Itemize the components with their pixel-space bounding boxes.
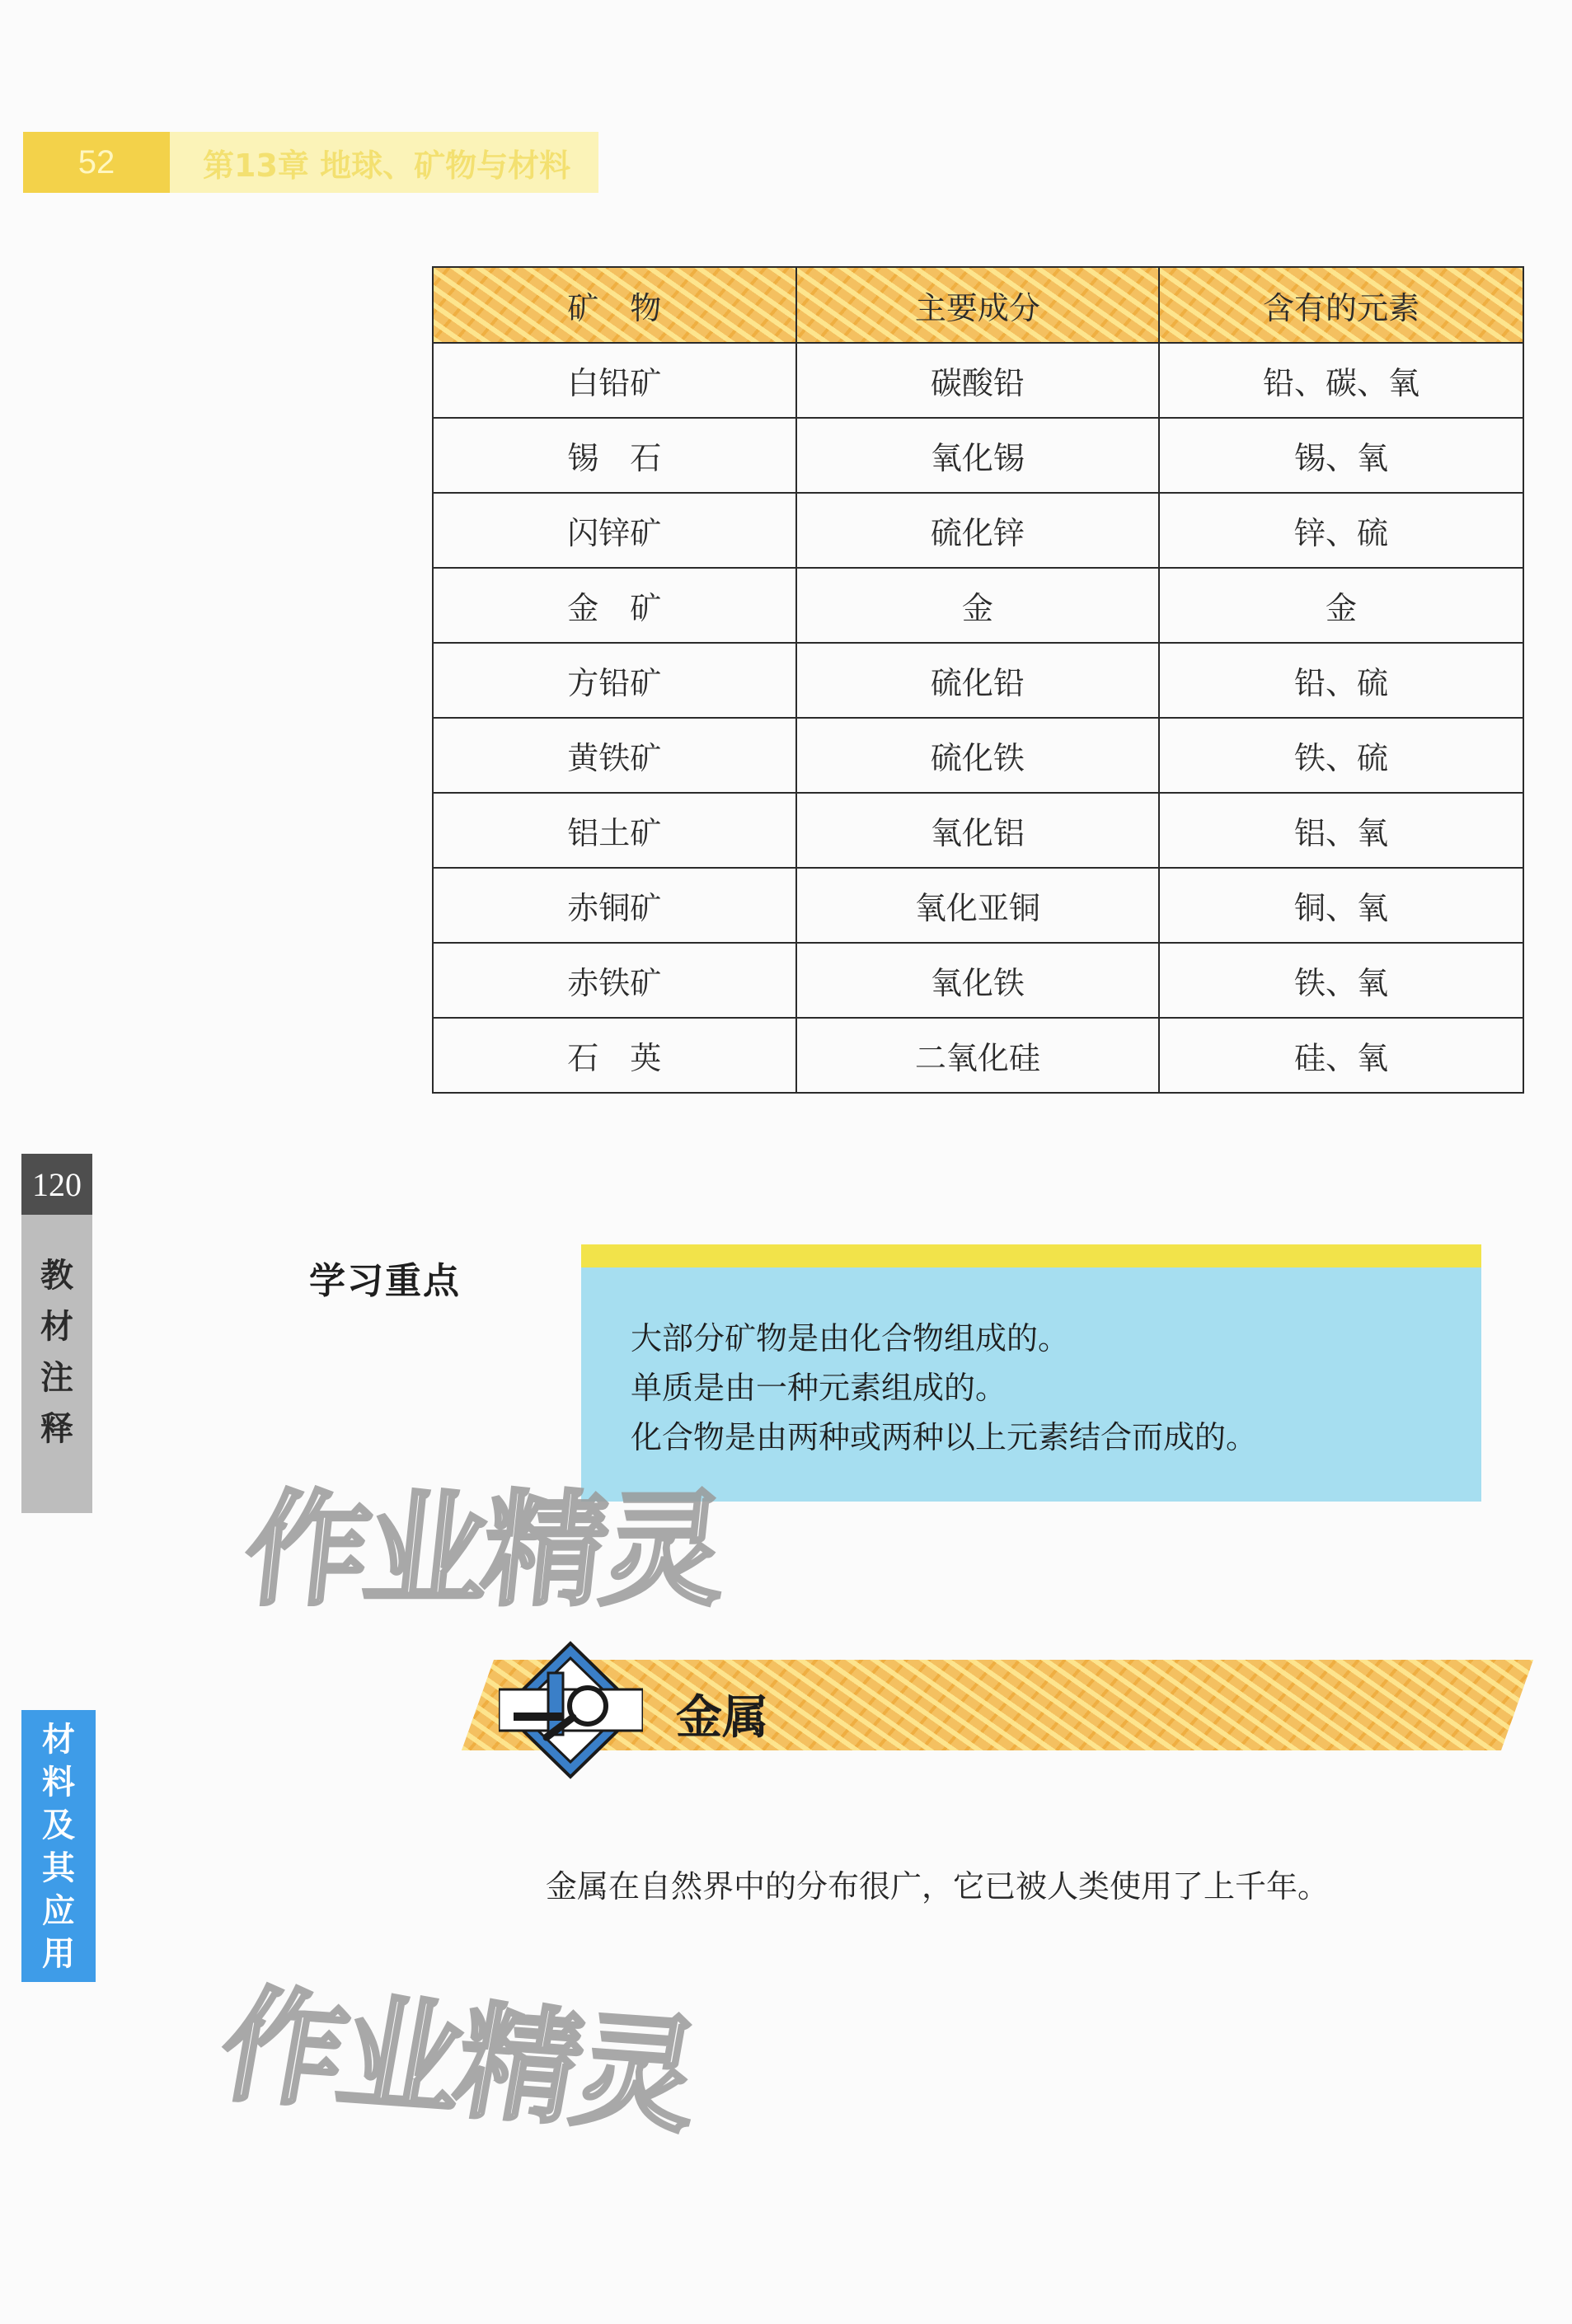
cell-component: 氧化铝 [796,793,1160,868]
side-tab-char: 注 [40,1359,73,1397]
cell-component: 硫化锌 [796,493,1160,568]
side-tab-char: 释 [40,1410,73,1448]
cell-elements: 锌、硫 [1159,493,1523,568]
cell-component: 硫化铁 [796,718,1160,793]
cell-mineral: 赤铜矿 [433,868,796,943]
side-tab-char: 应 [42,1892,75,1930]
cell-elements: 铝、氧 [1159,793,1523,868]
side-tab-notes [21,1215,92,1513]
key-points-title: 学习重点 [309,1260,461,1302]
table-row [433,343,1523,418]
cell-elements: 硅、氧 [1159,1018,1523,1093]
cell-component: 硫化铅 [796,643,1160,718]
table-row [433,1018,1523,1093]
col-header-elements: 含有的元素 [1159,267,1523,343]
col-header-main-component: 主要成分 [796,267,1160,343]
magnifier-icon [499,1640,643,1780]
watermark: 作业精灵 [238,1479,729,1623]
side-tab-char: 教 [40,1257,73,1295]
cell-elements: 铁、氧 [1159,943,1523,1018]
key-point-line: 化合物是由两种或两种以上元素结合而成的。 [631,1419,1258,1455]
table-header-row [433,267,1523,343]
side-tab-char: 用 [42,1935,75,1973]
table-row [433,868,1523,943]
cell-mineral: 白铅矿 [433,343,796,418]
header-chapter-title: 第13章 地球、矿物与材料 [170,132,598,193]
cell-component: 氧化锡 [796,418,1160,493]
cell-component: 二氧化硅 [796,1018,1160,1093]
watermark: 作业精灵 [210,1974,706,2150]
col-header-mineral: 矿 物 [433,267,796,343]
cell-component: 金 [796,568,1160,643]
table-row [433,643,1523,718]
header-page-number: 52 [23,132,170,193]
cell-mineral: 方铅矿 [433,643,796,718]
cell-mineral: 闪锌矿 [433,493,796,568]
side-tab-char: 及 [42,1806,75,1844]
cell-component: 碳酸铅 [796,343,1160,418]
cell-elements: 铅、硫 [1159,643,1523,718]
cell-mineral: 锡 石 [433,418,796,493]
cell-elements: 金 [1159,568,1523,643]
table-row [433,943,1523,1018]
key-point-line: 大部分矿物是由化合物组成的。 [631,1320,1070,1356]
cell-elements: 铁、硫 [1159,718,1523,793]
table-row [433,793,1523,868]
section-title: 金属 [676,1690,768,1745]
cell-mineral: 铝土矿 [433,793,796,868]
cell-elements: 铜、氧 [1159,868,1523,943]
cell-mineral: 赤铁矿 [433,943,796,1018]
key-points-stripe [581,1244,1481,1267]
table-row [433,568,1523,643]
key-point-line: 单质是由一种元素组成的。 [631,1370,1007,1406]
side-tab-char: 材 [40,1308,73,1346]
cell-component: 氧化铁 [796,943,1160,1018]
cell-component: 氧化亚铜 [796,868,1160,943]
cell-elements: 铅、碳、氧 [1159,343,1523,418]
mineral-table [432,266,1524,1094]
side-page-number: 120 [21,1154,92,1215]
cell-mineral: 金 矿 [433,568,796,643]
section-body-text: 金属在自然界中的分布很广，它已被人类使用了上千年。 [546,1868,1330,1905]
side-tab-materials [21,1710,96,1982]
table-row [433,718,1523,793]
cell-mineral: 石 英 [433,1018,796,1093]
cell-elements: 锡、氧 [1159,418,1523,493]
table-row [433,493,1523,568]
table-row [433,418,1523,493]
side-tab-char: 其 [42,1849,75,1887]
side-tab-char: 料 [42,1764,75,1802]
cell-mineral: 黄铁矿 [433,718,796,793]
side-tab-char: 材 [42,1721,75,1759]
